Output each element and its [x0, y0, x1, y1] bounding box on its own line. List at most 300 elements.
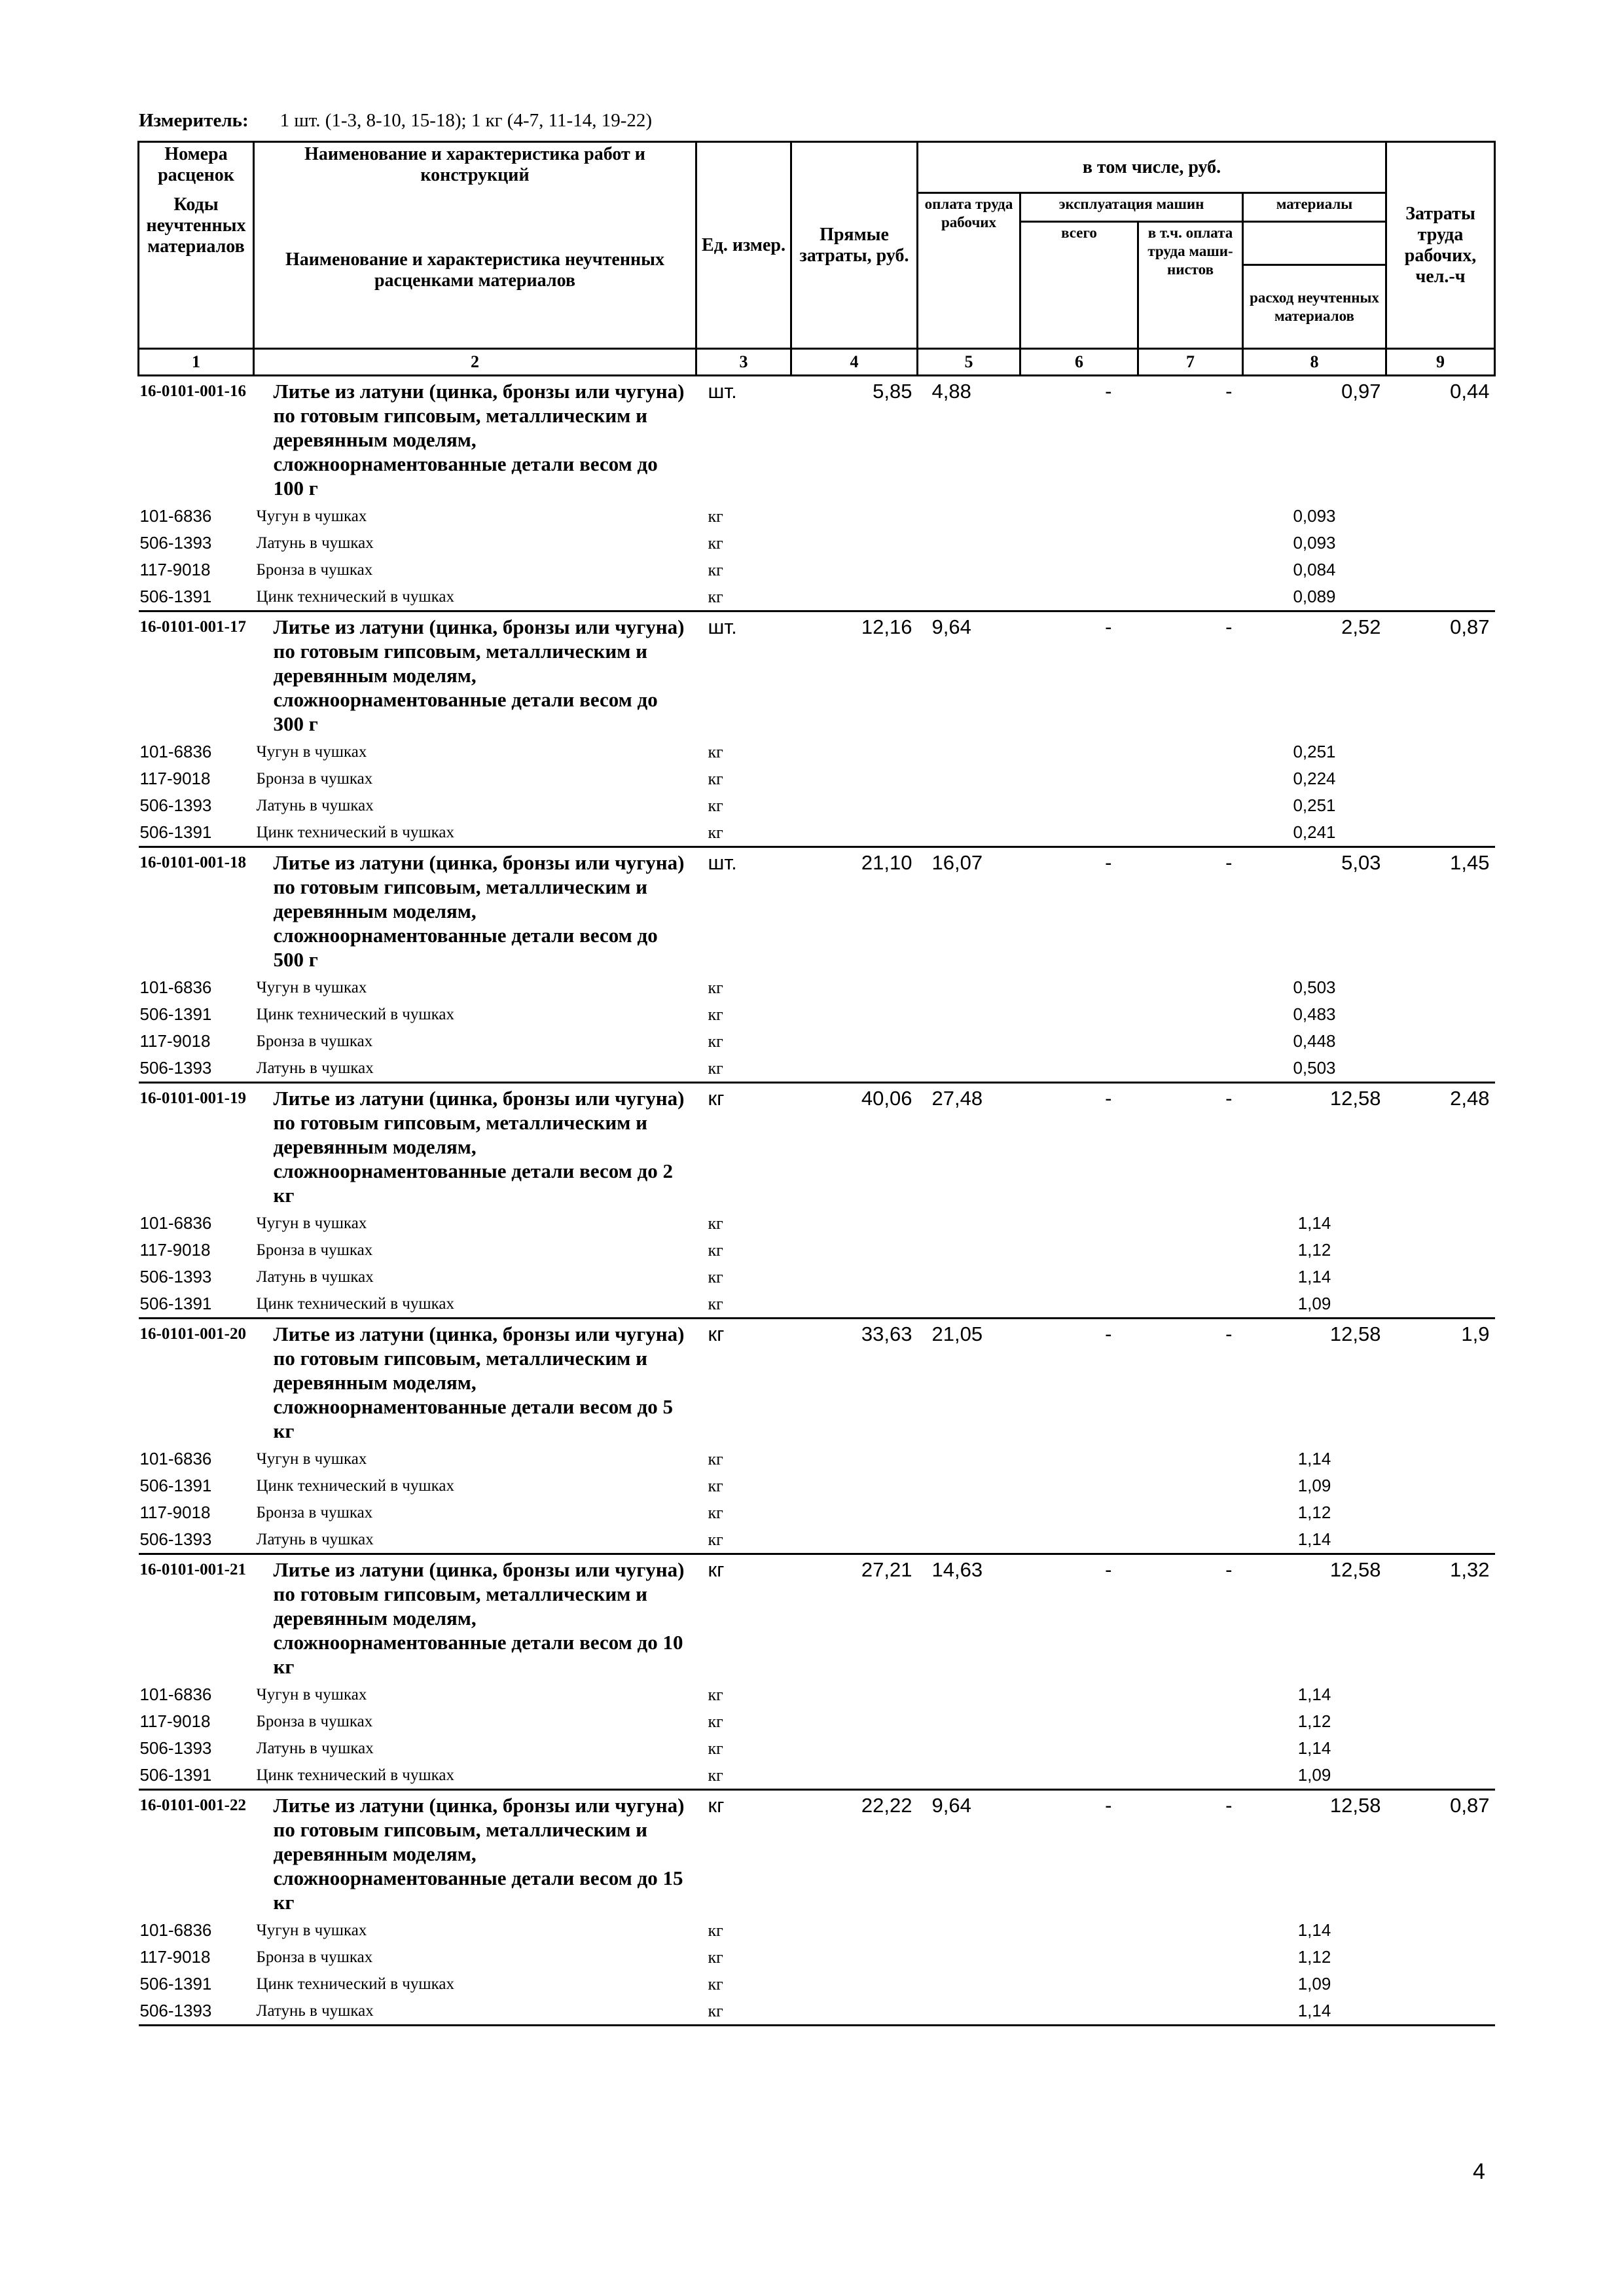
empty-cell: [918, 1028, 1020, 1055]
material-name: Цинк технический в чушках: [254, 1762, 696, 1790]
material-unit: кг: [696, 1762, 791, 1790]
empty-cell: [1386, 1997, 1495, 2026]
empty-cell: [918, 738, 1020, 765]
empty-cell: [1386, 1210, 1495, 1237]
empty-cell: [918, 1917, 1020, 1944]
empty-cell: [918, 1735, 1020, 1762]
direct-costs: 40,06: [861, 1087, 912, 1110]
empty-cell: [1020, 1446, 1138, 1472]
machinist-pay: -: [1225, 1322, 1233, 1345]
material-code: 101-6836: [139, 506, 212, 526]
empty-cell: [1138, 530, 1243, 556]
empty-cell: [1020, 792, 1138, 819]
empty-cell: [791, 1264, 918, 1290]
empty-cell: [1138, 974, 1243, 1001]
material-unit: кг: [708, 534, 723, 553]
material-unit: кг: [708, 1449, 723, 1468]
material-unit: кг: [696, 819, 791, 847]
labor-hours: 1,9: [1461, 1322, 1490, 1345]
material-name: Чугун в чушках: [256, 1686, 367, 1704]
machines-total: -: [1105, 380, 1112, 403]
empty-cell: [1138, 1762, 1243, 1790]
machines-total: -: [1105, 615, 1112, 638]
empty-cell: [791, 1762, 918, 1790]
labor-hours: 0,87: [1450, 1794, 1490, 1817]
empty-cell: [1138, 1446, 1243, 1472]
empty-cell: [918, 1055, 1020, 1083]
material-quantity: 1,12: [1297, 1240, 1331, 1260]
material-quantity: 1,14: [1297, 1267, 1331, 1286]
empty-cell: [1138, 503, 1243, 530]
empty-cell: [1020, 530, 1138, 556]
empty-cell: [1138, 1055, 1243, 1083]
header-including: в том числе, руб.: [918, 142, 1386, 193]
empty-cell: [1020, 1237, 1138, 1264]
material-name: Цинк технический в чушках: [256, 1975, 454, 1993]
material-name: Латунь в чушках: [254, 1997, 696, 2026]
labor-hours: 1,32: [1450, 1558, 1490, 1581]
material-unit: кг: [708, 796, 723, 815]
material-name: Чугун в чушках: [256, 507, 367, 525]
material-quantity: 1,14: [1243, 1997, 1386, 2026]
material-quantity: 1,14: [1243, 1526, 1386, 1554]
empty-cell: [1138, 1681, 1243, 1708]
empty-cell: [1020, 556, 1138, 583]
empty-cell: [1386, 583, 1495, 611]
empty-cell: [1020, 1472, 1138, 1499]
machines-total: -: [1105, 851, 1112, 874]
header-materials-spacer: [1243, 222, 1386, 265]
column-numbers-row: [139, 349, 1495, 376]
empty-cell: [791, 1499, 918, 1526]
materials-cost: 12,58: [1329, 1322, 1381, 1345]
material-code: 101-6836: [139, 742, 212, 761]
material-unit: кг: [708, 1739, 723, 1758]
rate-code: 16-0101-001-20: [139, 1325, 246, 1343]
header-material-name: Наименование и характеристика неучтенных расценками материалов: [254, 193, 696, 349]
empty-cell: [1020, 1944, 1138, 1971]
material-quantity: 1,12: [1297, 1503, 1331, 1522]
empty-cell: [1138, 1944, 1243, 1971]
material-quantity: 1,09: [1243, 1762, 1386, 1790]
labor-hours: 2,48: [1450, 1087, 1490, 1110]
material-unit: кг: [708, 1241, 723, 1260]
rate-code: 16-0101-001-21: [139, 1561, 246, 1578]
rate-row: [139, 1319, 1495, 1446]
unit: шт.: [708, 380, 737, 403]
labor-pay: 4,88: [931, 380, 971, 403]
empty-cell: [1138, 1290, 1243, 1319]
machines-total: -: [1105, 1322, 1112, 1345]
column-number: 3: [696, 349, 791, 376]
material-name: Бронза в чушках: [256, 1241, 373, 1259]
table-header: [139, 142, 1495, 376]
material-quantity: 1,14: [1297, 1685, 1331, 1704]
material-quantity: 1,14: [1297, 1738, 1331, 1758]
material-unit: кг: [708, 1685, 723, 1704]
empty-cell: [1138, 556, 1243, 583]
empty-cell: [791, 1681, 918, 1708]
material-name: Цинк технический в чушках: [256, 1477, 454, 1495]
rate-row: [139, 376, 1495, 503]
material-row: [139, 583, 1495, 611]
header-unaccounted-materials: расход неучтенных материалов: [1243, 265, 1386, 349]
empty-cell: [918, 1264, 1020, 1290]
empty-cell: [1386, 819, 1495, 847]
empty-cell: [1386, 765, 1495, 792]
materials-cost: 12,58: [1329, 1794, 1381, 1817]
material-row: [139, 1290, 1495, 1319]
material-row: [139, 792, 1495, 819]
material-unit: кг: [696, 1055, 791, 1083]
measure-value: 1 шт. (1-3, 8-10, 15-18); 1 кг (4-7, 11-14, 19-22): [280, 110, 653, 131]
material-code: 101-6836: [139, 1449, 212, 1468]
material-name: Латунь в чушках: [256, 797, 374, 814]
machines-total: -: [1105, 1087, 1112, 1110]
material-unit: кг: [708, 1032, 723, 1051]
empty-cell: [1138, 1237, 1243, 1264]
header-materials: материалы: [1243, 193, 1386, 222]
empty-cell: [918, 1762, 1020, 1790]
empty-cell: [918, 583, 1020, 611]
empty-cell: [1138, 738, 1243, 765]
empty-cell: [791, 530, 918, 556]
header-unit: Ед. измер.: [696, 142, 791, 349]
empty-cell: [918, 792, 1020, 819]
unit: шт.: [708, 851, 737, 874]
empty-cell: [1386, 1446, 1495, 1472]
empty-cell: [1386, 738, 1495, 765]
rate-row: [139, 847, 1495, 975]
empty-cell: [791, 1526, 918, 1554]
column-number: 4: [791, 349, 918, 376]
empty-cell: [1386, 1735, 1495, 1762]
materials-cost: 0,97: [1341, 380, 1381, 403]
rate-code: 16-0101-001-19: [139, 1089, 246, 1107]
material-quantity: 1,14: [1297, 1449, 1331, 1468]
empty-cell: [1138, 1028, 1243, 1055]
column-number: 7: [1138, 349, 1243, 376]
empty-cell: [1020, 503, 1138, 530]
material-code: 506-1391: [139, 583, 254, 611]
empty-cell: [918, 765, 1020, 792]
material-unit: кг: [708, 742, 723, 761]
material-quantity: 0,241: [1243, 819, 1386, 847]
column-number: 2: [254, 349, 696, 376]
material-unit: кг: [708, 1214, 723, 1233]
labor-pay: 21,05: [931, 1322, 983, 1345]
header-direct-costs: Прямые затраты, руб.: [791, 142, 918, 349]
material-code: 117-9018: [139, 1947, 211, 1967]
empty-cell: [791, 556, 918, 583]
direct-costs: 21,10: [861, 851, 912, 874]
material-code: 506-1391: [139, 1004, 212, 1024]
material-row: [139, 1917, 1495, 1944]
empty-cell: [1020, 1526, 1138, 1554]
empty-cell: [1386, 792, 1495, 819]
material-unit: кг: [708, 507, 723, 526]
work-name: Литье из латуни (цинка, бронзы или чугуна) по готовым гипсовым, металлическим и деревянным моделям, сложноорнаментованные детали весом до 100 г: [273, 380, 685, 500]
empty-cell: [918, 503, 1020, 530]
empty-cell: [918, 1210, 1020, 1237]
empty-cell: [1386, 1028, 1495, 1055]
empty-cell: [791, 1708, 918, 1735]
header-material-codes: Коды неучтенных материалов: [139, 193, 254, 349]
material-code: 506-1393: [139, 1055, 254, 1083]
empty-cell: [918, 556, 1020, 583]
material-unit: кг: [708, 1267, 723, 1286]
empty-cell: [1020, 1735, 1138, 1762]
material-row: [139, 1210, 1495, 1237]
unit: кг: [708, 1558, 725, 1581]
material-unit: кг: [708, 1948, 723, 1967]
measure-line: [139, 110, 652, 132]
direct-costs: 27,21: [861, 1558, 912, 1581]
empty-cell: [1020, 1708, 1138, 1735]
machinist-pay: -: [1225, 1558, 1233, 1581]
column-number: 1: [139, 349, 254, 376]
empty-cell: [1386, 556, 1495, 583]
empty-cell: [1386, 530, 1495, 556]
empty-cell: [1020, 738, 1138, 765]
material-unit: кг: [708, 978, 723, 997]
material-quantity: 0,483: [1293, 1004, 1336, 1024]
empty-cell: [1138, 1001, 1243, 1028]
material-name: Бронза в чушках: [256, 561, 373, 579]
empty-cell: [1138, 792, 1243, 819]
material-row: [139, 1264, 1495, 1290]
empty-cell: [918, 1290, 1020, 1319]
empty-cell: [791, 1997, 918, 2026]
header-rate-numbers: Номера расценок: [139, 142, 254, 193]
empty-cell: [1386, 1681, 1495, 1708]
empty-cell: [1020, 1971, 1138, 1997]
empty-cell: [1386, 1971, 1495, 1997]
materials-cost: 12,58: [1329, 1087, 1381, 1110]
material-quantity: 1,12: [1297, 1947, 1331, 1967]
material-name: Бронза в чушках: [256, 1032, 373, 1050]
rate-row: [139, 1554, 1495, 1682]
labor-hours: 0,44: [1450, 380, 1490, 403]
work-name: Литье из латуни (цинка, бронзы или чугуна) по готовым гипсовым, металлическим и деревянным моделям, сложноорнаментованные детали весом до 10 кг: [273, 1558, 685, 1678]
empty-cell: [918, 1237, 1020, 1264]
work-name: Литье из латуни (цинка, бронзы или чугуна) по готовым гипсовым, металлическим и деревянным моделям, сложноорнаментованные детали весом до 300 г: [273, 615, 685, 735]
material-name: Цинк технический в чушках: [254, 1290, 696, 1319]
empty-cell: [918, 1526, 1020, 1554]
header-machines-total: всего: [1020, 222, 1138, 349]
material-unit: кг: [708, 1975, 723, 1994]
material-quantity: 0,251: [1293, 742, 1336, 761]
material-row: [139, 738, 1495, 765]
material-code: 101-6836: [139, 977, 212, 997]
empty-cell: [1138, 1997, 1243, 2026]
material-unit: кг: [708, 1476, 723, 1495]
empty-cell: [791, 1237, 918, 1264]
material-quantity: 1,09: [1243, 1290, 1386, 1319]
material-quantity: 0,224: [1293, 769, 1336, 788]
work-name: Литье из латуни (цинка, бронзы или чугуна) по готовым гипсовым, металлическим и деревянным моделям, сложноорнаментованные детали весом до 5 кг: [273, 1322, 685, 1442]
header-labor-pay: оплата труда рабочих: [918, 193, 1020, 349]
direct-costs: 12,16: [861, 615, 912, 638]
material-code: 506-1393: [139, 1267, 212, 1286]
material-code: 506-1391: [139, 1762, 254, 1790]
unit: кг: [708, 1087, 725, 1110]
material-code: 506-1393: [139, 795, 212, 815]
empty-cell: [1386, 1708, 1495, 1735]
material-name: Латунь в чушках: [256, 1268, 374, 1286]
material-quantity: 0,084: [1293, 560, 1336, 579]
material-row: [139, 1762, 1495, 1790]
empty-cell: [791, 1290, 918, 1319]
empty-cell: [1386, 1264, 1495, 1290]
column-number: 6: [1020, 349, 1138, 376]
empty-cell: [1138, 819, 1243, 847]
material-code: 101-6836: [139, 1685, 212, 1704]
material-quantity: 0,503: [1293, 977, 1336, 997]
material-code: 506-1391: [139, 1476, 212, 1495]
column-number: 8: [1243, 349, 1386, 376]
direct-costs: 33,63: [861, 1322, 912, 1345]
empty-cell: [1138, 1971, 1243, 1997]
empty-cell: [918, 1499, 1020, 1526]
machinist-pay: -: [1225, 1794, 1233, 1817]
empty-cell: [918, 819, 1020, 847]
labor-hours: 0,87: [1450, 615, 1490, 638]
empty-cell: [791, 1472, 918, 1499]
material-name: Латунь в чушках: [254, 1526, 696, 1554]
empty-cell: [791, 738, 918, 765]
material-name: Бронза в чушках: [256, 1948, 373, 1966]
empty-cell: [791, 1735, 918, 1762]
material-code: 506-1391: [139, 1974, 212, 1994]
empty-cell: [791, 1971, 918, 1997]
header-machine-operation: эксплуатация машин: [1020, 193, 1243, 222]
empty-cell: [1386, 1499, 1495, 1526]
material-quantity: 1,09: [1297, 1974, 1331, 1994]
material-row: [139, 1237, 1495, 1264]
header-machinist-pay: в т.ч. оплата труда маши-нистов: [1138, 222, 1243, 349]
empty-cell: [1020, 819, 1138, 847]
empty-cell: [1386, 1290, 1495, 1319]
material-unit: кг: [696, 1997, 791, 2026]
empty-cell: [1138, 765, 1243, 792]
material-code: 506-1393: [139, 1526, 254, 1554]
material-row: [139, 1708, 1495, 1735]
material-unit: кг: [708, 769, 723, 788]
rate-row: [139, 611, 1495, 739]
empty-cell: [1020, 1264, 1138, 1290]
material-row: [139, 819, 1495, 847]
labor-pay: 9,64: [931, 1794, 971, 1817]
material-unit: кг: [696, 1290, 791, 1319]
material-quantity: 0,093: [1293, 533, 1336, 553]
empty-cell: [918, 530, 1020, 556]
material-code: 101-6836: [139, 1920, 212, 1940]
material-code: 117-9018: [139, 560, 211, 579]
material-quantity: 0,251: [1293, 795, 1336, 815]
material-row: [139, 1472, 1495, 1499]
material-name: Чугун в чушках: [256, 1214, 367, 1232]
empty-cell: [1138, 1735, 1243, 1762]
material-code: 117-9018: [139, 769, 211, 788]
material-code: 101-6836: [139, 1213, 212, 1233]
empty-cell: [791, 792, 918, 819]
empty-cell: [918, 1971, 1020, 1997]
material-unit: кг: [708, 1503, 723, 1522]
material-row: [139, 530, 1495, 556]
empty-cell: [1138, 1264, 1243, 1290]
empty-cell: [791, 583, 918, 611]
material-name: Чугун в чушках: [256, 979, 367, 996]
empty-cell: [1020, 1055, 1138, 1083]
material-row: [139, 1681, 1495, 1708]
empty-cell: [791, 1944, 918, 1971]
empty-cell: [1386, 1526, 1495, 1554]
material-row: [139, 1028, 1495, 1055]
empty-cell: [918, 974, 1020, 1001]
material-row: [139, 974, 1495, 1001]
empty-cell: [1020, 1001, 1138, 1028]
empty-cell: [1020, 1997, 1138, 2026]
empty-cell: [918, 1472, 1020, 1499]
materials-cost: 2,52: [1341, 615, 1381, 638]
material-row: [139, 1001, 1495, 1028]
material-row: [139, 1735, 1495, 1762]
empty-cell: [791, 974, 918, 1001]
column-number: 5: [918, 349, 1020, 376]
material-name: Бронза в чушках: [256, 1504, 373, 1522]
empty-cell: [791, 1028, 918, 1055]
materials-cost: 5,03: [1341, 851, 1381, 874]
material-row: [139, 1971, 1495, 1997]
empty-cell: [1020, 765, 1138, 792]
material-quantity: 0,093: [1293, 506, 1336, 526]
machinist-pay: -: [1225, 851, 1233, 874]
material-code: 506-1393: [139, 533, 212, 553]
empty-cell: [791, 1446, 918, 1472]
material-quantity: 0,089: [1243, 583, 1386, 611]
rate-code: 16-0101-001-18: [139, 854, 246, 871]
material-unit: кг: [696, 583, 791, 611]
material-code: 506-1393: [139, 1997, 254, 2026]
labor-pay: 27,48: [931, 1087, 983, 1110]
empty-cell: [1020, 583, 1138, 611]
empty-cell: [1386, 1001, 1495, 1028]
empty-cell: [918, 1708, 1020, 1735]
material-unit: кг: [708, 1712, 723, 1731]
material-row: [139, 1446, 1495, 1472]
rates-table: [137, 141, 1496, 2026]
material-row: [139, 1499, 1495, 1526]
empty-cell: [1020, 1917, 1138, 1944]
empty-cell: [1386, 974, 1495, 1001]
machinist-pay: -: [1225, 615, 1233, 638]
material-code: 117-9018: [139, 1240, 211, 1260]
empty-cell: [1386, 1944, 1495, 1971]
empty-cell: [1020, 1290, 1138, 1319]
empty-cell: [791, 819, 918, 847]
material-quantity: 1,12: [1297, 1711, 1331, 1731]
material-quantity: 1,14: [1297, 1920, 1331, 1940]
material-unit: кг: [708, 560, 723, 579]
measure-label: Измеритель:: [139, 110, 249, 131]
empty-cell: [791, 503, 918, 530]
material-quantity: 1,14: [1297, 1213, 1331, 1233]
page-number: 4: [1473, 2159, 1485, 2184]
material-name: Бронза в чушках: [256, 1713, 373, 1730]
material-name: Цинк технический в чушках: [254, 819, 696, 847]
material-name: Чугун в чушках: [256, 1922, 367, 1939]
